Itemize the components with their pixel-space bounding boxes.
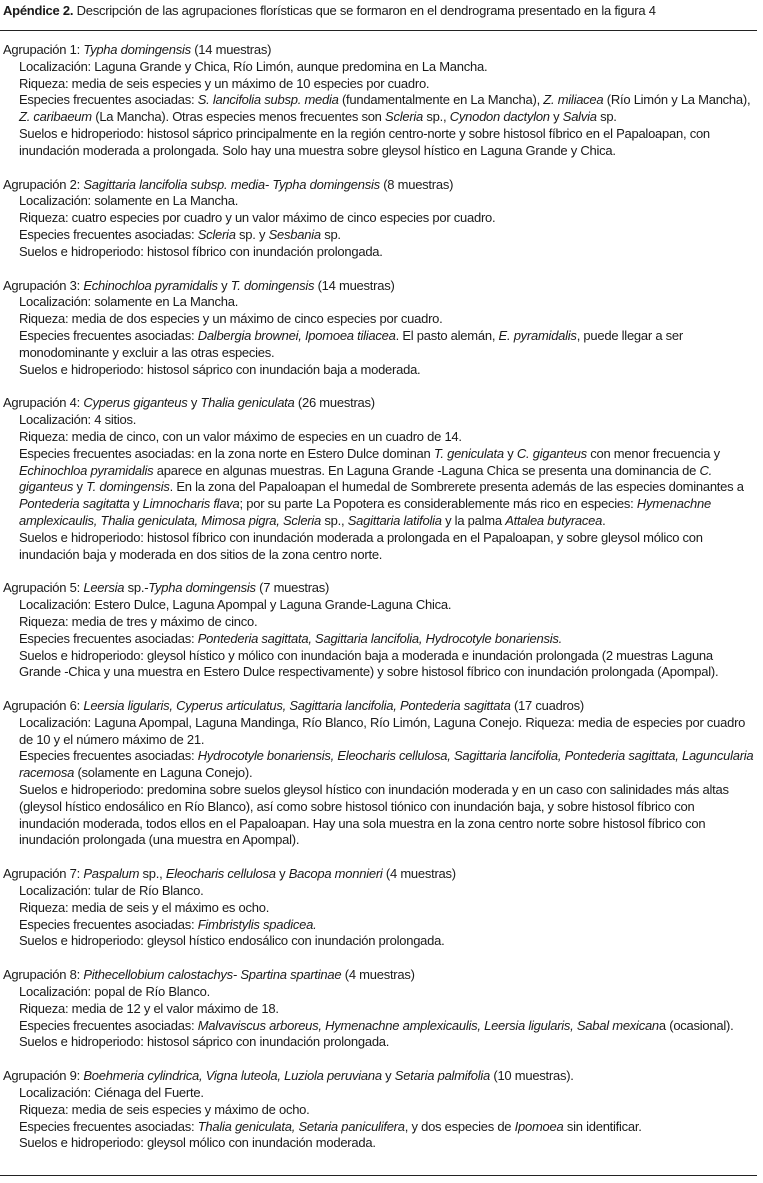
species-name: Typha domingensis xyxy=(148,580,256,596)
species-name: Pithecellobium calostachys- Spartina spartinae xyxy=(83,967,342,983)
groups-list xyxy=(3,42,757,1169)
grouping-detail xyxy=(3,1001,757,1018)
grouping-detail xyxy=(3,126,757,160)
text-segment: Suelos e hidroperiodo: histosol fíbrico con inundación prolongada. xyxy=(19,243,383,259)
species-name: Hydrocotyle bonariensis, Eleocharis cellulosa, Sagittaria lancifolia, Pontederia sagittata, Laguncularia racemosa xyxy=(19,748,754,781)
text-segment: Localización: Laguna Apompal, Laguna Mandinga, Río Blanco, Río Limón, Laguna Conejo. Riqueza: media de especies por cuadro de 10 y el número máximo de 21. xyxy=(19,714,746,747)
species-name: Typha domingensis xyxy=(83,42,191,57)
text-segment: Riqueza: media de 12 y el valor máximo de 18. xyxy=(19,1000,279,1016)
grouping-detail xyxy=(3,328,757,362)
appendix-caption: Descripción de las agrupaciones florísticas que se formaron en el dendrograma presentado en la figura 4 xyxy=(73,3,656,18)
text-segment: y xyxy=(217,277,231,293)
grouping-9 xyxy=(3,1068,757,1152)
text-segment: Riqueza: media de dos especies y un máximo de cinco especies por cuadro. xyxy=(19,311,443,327)
text-segment: aparece en algunas muestras. En Laguna Grande -Laguna Chica se presenta una dominancia de xyxy=(153,462,700,478)
grouping-detail xyxy=(3,883,757,900)
text-segment: sin identificar. xyxy=(563,1118,642,1134)
text-segment: Agrupación 4: xyxy=(3,395,84,411)
text-segment: sp. xyxy=(596,109,617,125)
grouping-detail xyxy=(3,917,757,934)
text-segment: Riqueza: cuatro especies por cuadro y un valor máximo de cinco especies por cuadro. xyxy=(19,210,496,226)
grouping-3 xyxy=(3,278,757,379)
grouping-detail xyxy=(3,412,757,429)
text-segment: Agrupación 7: xyxy=(3,866,84,882)
grouping-detail xyxy=(3,715,757,749)
species-name: T. domingensis xyxy=(86,479,170,495)
grouping-4 xyxy=(3,395,757,563)
grouping-7 xyxy=(3,866,757,950)
grouping-detail xyxy=(3,429,757,446)
species-name: Scleria xyxy=(197,226,236,242)
text-segment: a (ocasional). xyxy=(658,1017,734,1033)
text-segment: sp., xyxy=(321,512,348,528)
grouping-detail xyxy=(3,446,757,530)
text-segment: (4 muestras) xyxy=(341,967,415,983)
grouping-detail xyxy=(3,244,757,261)
grouping-detail xyxy=(3,614,757,631)
appendix-label: Apéndice 2. xyxy=(3,3,74,18)
grouping-heading xyxy=(3,967,757,984)
species-name: E. pyramidalis xyxy=(498,327,577,343)
text-segment: sp.- xyxy=(124,580,149,596)
grouping-detail xyxy=(3,311,757,328)
text-segment: Agrupación 1: xyxy=(3,42,84,57)
species-name: Bacopa monnieri xyxy=(288,866,383,882)
text-segment: (10 muestras). xyxy=(490,1068,574,1084)
grouping-heading xyxy=(3,1068,757,1085)
text-segment: (Río Limón y La Mancha), xyxy=(603,92,751,108)
text-segment: Localización: Estero Dulce, Laguna Apompal y Laguna Grande-Laguna Chica. xyxy=(19,597,452,613)
grouping-detail xyxy=(3,59,757,76)
grouping-detail xyxy=(3,933,757,950)
text-segment: (17 cuadros) xyxy=(510,698,584,714)
grouping-1 xyxy=(3,42,757,160)
text-segment: , y dos especies de xyxy=(404,1118,515,1134)
text-segment: Riqueza: media de tres y máximo de cinco. xyxy=(19,613,258,629)
grouping-detail xyxy=(3,1135,757,1152)
text-segment: Especies frecuentes asociadas: xyxy=(19,327,198,343)
text-segment: Especies frecuentes asociadas: en la zona norte en Estero Dulce dominan xyxy=(19,445,434,461)
grouping-heading xyxy=(3,42,757,59)
text-segment: Agrupación 3: xyxy=(3,277,84,293)
text-segment: Especies frecuentes asociadas: xyxy=(19,226,198,242)
species-name: Setaria palmifolia xyxy=(394,1068,490,1084)
text-segment: . En la zona del Papaloapan el humedal de Sombrerete presenta además de las especies dominantes a xyxy=(169,479,744,495)
species-name: T. geniculata xyxy=(433,445,504,461)
species-name: S. lancifolia subsp. media xyxy=(197,92,339,108)
text-segment: Agrupación 9: xyxy=(3,1068,84,1084)
text-segment: . xyxy=(602,512,606,528)
text-segment: Riqueza: media de cinco, con un valor máximo de especies en un cuadro de 14. xyxy=(19,428,462,444)
grouping-detail xyxy=(3,362,757,379)
species-name: Paspalum xyxy=(83,866,140,882)
grouping-detail xyxy=(3,294,757,311)
text-segment: (La Mancha). Otras especies menos frecuentes son xyxy=(91,109,386,125)
species-name: Ipomoea xyxy=(514,1118,564,1134)
grouping-detail xyxy=(3,782,757,849)
species-name: Cynodon dactylon xyxy=(449,109,550,125)
text-segment: Suelos e hidroperiodo: histosol sáprico con inundación baja a moderada. xyxy=(19,361,421,377)
species-name: Sagittaria latifolia xyxy=(347,512,442,528)
text-segment: ; por su parte La Popotera es considerablemente más rico en especies: xyxy=(239,496,637,512)
species-name: C. giganteus xyxy=(516,445,587,461)
grouping-detail xyxy=(3,193,757,210)
text-segment: Localización: solamente en La Mancha. xyxy=(19,193,239,209)
grouping-detail xyxy=(3,648,757,682)
text-segment: Especies frecuentes asociadas: xyxy=(19,916,198,932)
text-segment: Riqueza: media de seis especies y máximo de ocho. xyxy=(19,1101,310,1117)
grouping-heading xyxy=(3,698,757,715)
grouping-detail xyxy=(3,227,757,244)
species-name: Echinochloa pyramidalis xyxy=(83,277,218,293)
grouping-detail xyxy=(3,984,757,1001)
text-segment: Suelos e hidroperiodo: predomina sobre suelos gleysol hístico con inundación moderada y en un caso con salinidades más altas (gleysol hístico endosálico en Río Blanco), así como sobre histosol tiónico con inundación baja, y sobre histosol fíbrico con inundación moderada, todos ellos en el Papaloapan. Hay una sola muestra en la zona centro norte sobre histosol fíbrico con inundación prolongada (una muestra en Apompal). xyxy=(19,782,729,848)
text-segment: (7 muestras) xyxy=(255,580,330,596)
text-segment: (8 muestras) xyxy=(379,176,454,192)
species-name: T. domingensis xyxy=(230,277,315,293)
grouping-heading xyxy=(3,177,757,194)
text-segment: Especies frecuentes asociadas: xyxy=(19,92,198,108)
species-name: Leersia xyxy=(83,580,125,596)
text-segment: Especies frecuentes asociadas: xyxy=(19,630,198,646)
grouping-heading xyxy=(3,278,757,295)
grouping-heading xyxy=(3,395,757,412)
species-name: Dalbergia brownei, Ipomoea tiliacea xyxy=(197,327,396,343)
grouping-detail xyxy=(3,76,757,93)
text-segment: Localización: tular de Río Blanco. xyxy=(19,883,204,899)
text-segment: Suelos e hidroperiodo: gleysol hístico y mólico con inundación baja a moderada e inundación prolongada (2 muestras Laguna Grande -Chica y una muestra en Estero Dulce respectivamente) y sobre histosol fíbrico con inundación prolongada (Apompal). xyxy=(19,647,719,680)
grouping-detail xyxy=(3,1018,757,1035)
text-segment: Riqueza: media de seis especies y un máximo de 10 especies por cuadro. xyxy=(19,75,430,91)
grouping-6 xyxy=(3,698,757,849)
appendix-title xyxy=(3,3,760,20)
species-name: Salvia xyxy=(562,109,597,125)
species-name: Z. miliacea xyxy=(543,92,604,108)
species-name: Pontederia sagittata, Sagittaria lancifolia, Hydrocotyle bonariensis. xyxy=(197,630,562,646)
bottom-rule xyxy=(0,1175,757,1176)
species-name: Limnocharis flava xyxy=(142,496,240,512)
text-segment: sp. y xyxy=(235,226,269,242)
text-segment: y xyxy=(503,445,517,461)
text-segment: Suelos e hidroperiodo: gleysol mólico con inundación moderada. xyxy=(19,1135,376,1151)
species-name: Hymenachne amplexicaulis, Thalia geniculata, Mimosa pigra, Scleria xyxy=(19,496,711,528)
text-segment: (4 muestras) xyxy=(382,866,456,882)
grouping-detail xyxy=(3,92,757,126)
text-segment: Suelos e hidroperiodo: gleysol hístico endosálico con inundación prolongada. xyxy=(19,933,445,949)
species-name: Pontederia sagitatta xyxy=(19,496,130,512)
grouping-8 xyxy=(3,967,757,1051)
grouping-detail xyxy=(3,748,757,782)
text-segment: sp., xyxy=(423,109,450,125)
text-segment: Agrupación 6: xyxy=(3,698,84,714)
grouping-2 xyxy=(3,177,757,261)
grouping-detail xyxy=(3,1085,757,1102)
species-name: C. giganteus xyxy=(19,462,712,495)
grouping-heading xyxy=(3,866,757,883)
text-segment: Localización: 4 sitios. xyxy=(19,412,137,428)
text-segment: Agrupación 8: xyxy=(3,967,84,983)
text-segment: Especies frecuentes asociadas: xyxy=(19,1017,198,1033)
grouping-detail xyxy=(3,631,757,648)
species-name: Eleocharis cellulosa xyxy=(165,866,276,882)
grouping-detail xyxy=(3,597,757,614)
text-segment: con menor frecuencia y xyxy=(586,445,720,461)
grouping-heading xyxy=(3,580,757,597)
species-name: Fimbristylis spadicea. xyxy=(197,916,317,932)
text-segment: (solamente en Laguna Conejo). xyxy=(74,765,253,781)
text-segment: sp. xyxy=(320,226,341,242)
species-name: Scleria xyxy=(385,109,424,125)
text-segment: y xyxy=(275,866,289,882)
grouping-detail xyxy=(3,210,757,227)
text-segment: (26 muestras) xyxy=(294,395,375,411)
text-segment: y xyxy=(381,1068,395,1084)
text-segment: Especies frecuentes asociadas: xyxy=(19,1118,198,1134)
text-segment: y xyxy=(73,479,87,495)
text-segment: Localización: Ciénaga del Fuerte. xyxy=(19,1085,204,1101)
text-segment: Suelos e hidroperiodo: histosol sáprico con inundación prolongada. xyxy=(19,1034,390,1050)
text-segment: Localización: solamente en La Mancha. xyxy=(19,294,239,310)
text-segment: Riqueza: media de seis y el máximo es ocho. xyxy=(19,899,270,915)
grouping-detail xyxy=(3,1034,757,1051)
grouping-detail xyxy=(3,1102,757,1119)
text-segment: (fundamentalmente en La Mancha), xyxy=(338,92,544,108)
species-name: Cyperus giganteus xyxy=(83,395,188,411)
text-segment: y xyxy=(129,496,143,512)
species-name: Sagittaria lancifolia subsp. media- Typha domingensis xyxy=(83,176,380,192)
text-segment: y xyxy=(549,109,563,125)
text-segment: Suelos e hidroperiodo: histosol sáprico principalmente en la región centro-norte y sobre histosol fíbrico en el Papaloapan, con inundación moderada a prolongada. Solo hay una muestra sobre gleysol hístico en Laguna Grande y Chica. xyxy=(19,125,710,158)
species-name: Malvaviscus arboreus, Hymenachne amplexicaulis, Leersia ligularis, Sabal mexican xyxy=(197,1017,659,1033)
text-segment: Agrupación 5: xyxy=(3,580,84,596)
species-name: Z. caribaeum xyxy=(19,109,92,125)
top-rule xyxy=(0,30,757,31)
species-name: Attalea butyracea xyxy=(505,512,603,528)
text-segment: y la palma xyxy=(441,512,506,528)
species-name: Thalia geniculata, Setaria paniculifera xyxy=(197,1118,405,1134)
grouping-detail xyxy=(3,1119,757,1136)
grouping-detail xyxy=(3,530,757,564)
species-name: Thalia geniculata xyxy=(200,395,295,411)
text-segment: (14 muestras) xyxy=(314,277,395,293)
text-segment: (14 muestras) xyxy=(190,42,272,57)
text-segment: sp., xyxy=(139,866,166,882)
text-segment: . El pasto alemán, xyxy=(395,327,499,343)
text-segment: Especies frecuentes asociadas: xyxy=(19,748,198,764)
species-name: Sesbania xyxy=(268,226,321,242)
text-segment: , puede llegar a ser monodominante y excluir a las otras especies. xyxy=(19,327,683,360)
grouping-detail xyxy=(3,900,757,917)
text-segment: Suelos e hidroperiodo: histosol fíbrico con inundación moderada a prolongada en el Papaloapan, y sobre gleysol mólico con inundación baja y moderada en dos sitios de la zona centro norte. xyxy=(19,529,703,562)
text-segment: Localización: Laguna Grande y Chica, Río Limón, aunque predomina en La Mancha. xyxy=(19,58,488,74)
species-name: Boehmeria cylindrica, Vigna luteola, Luziola peruviana xyxy=(83,1068,382,1084)
species-name: Leersia ligularis, Cyperus articulatus, Sagittaria lancifolia, Pontederia sagittata xyxy=(83,698,511,714)
species-name: Echinochloa pyramidalis xyxy=(19,462,154,478)
text-segment: Agrupación 2: xyxy=(3,176,84,192)
grouping-5 xyxy=(3,580,757,681)
text-segment: Localización: popal de Río Blanco. xyxy=(19,984,210,1000)
text-segment: y xyxy=(187,395,201,411)
